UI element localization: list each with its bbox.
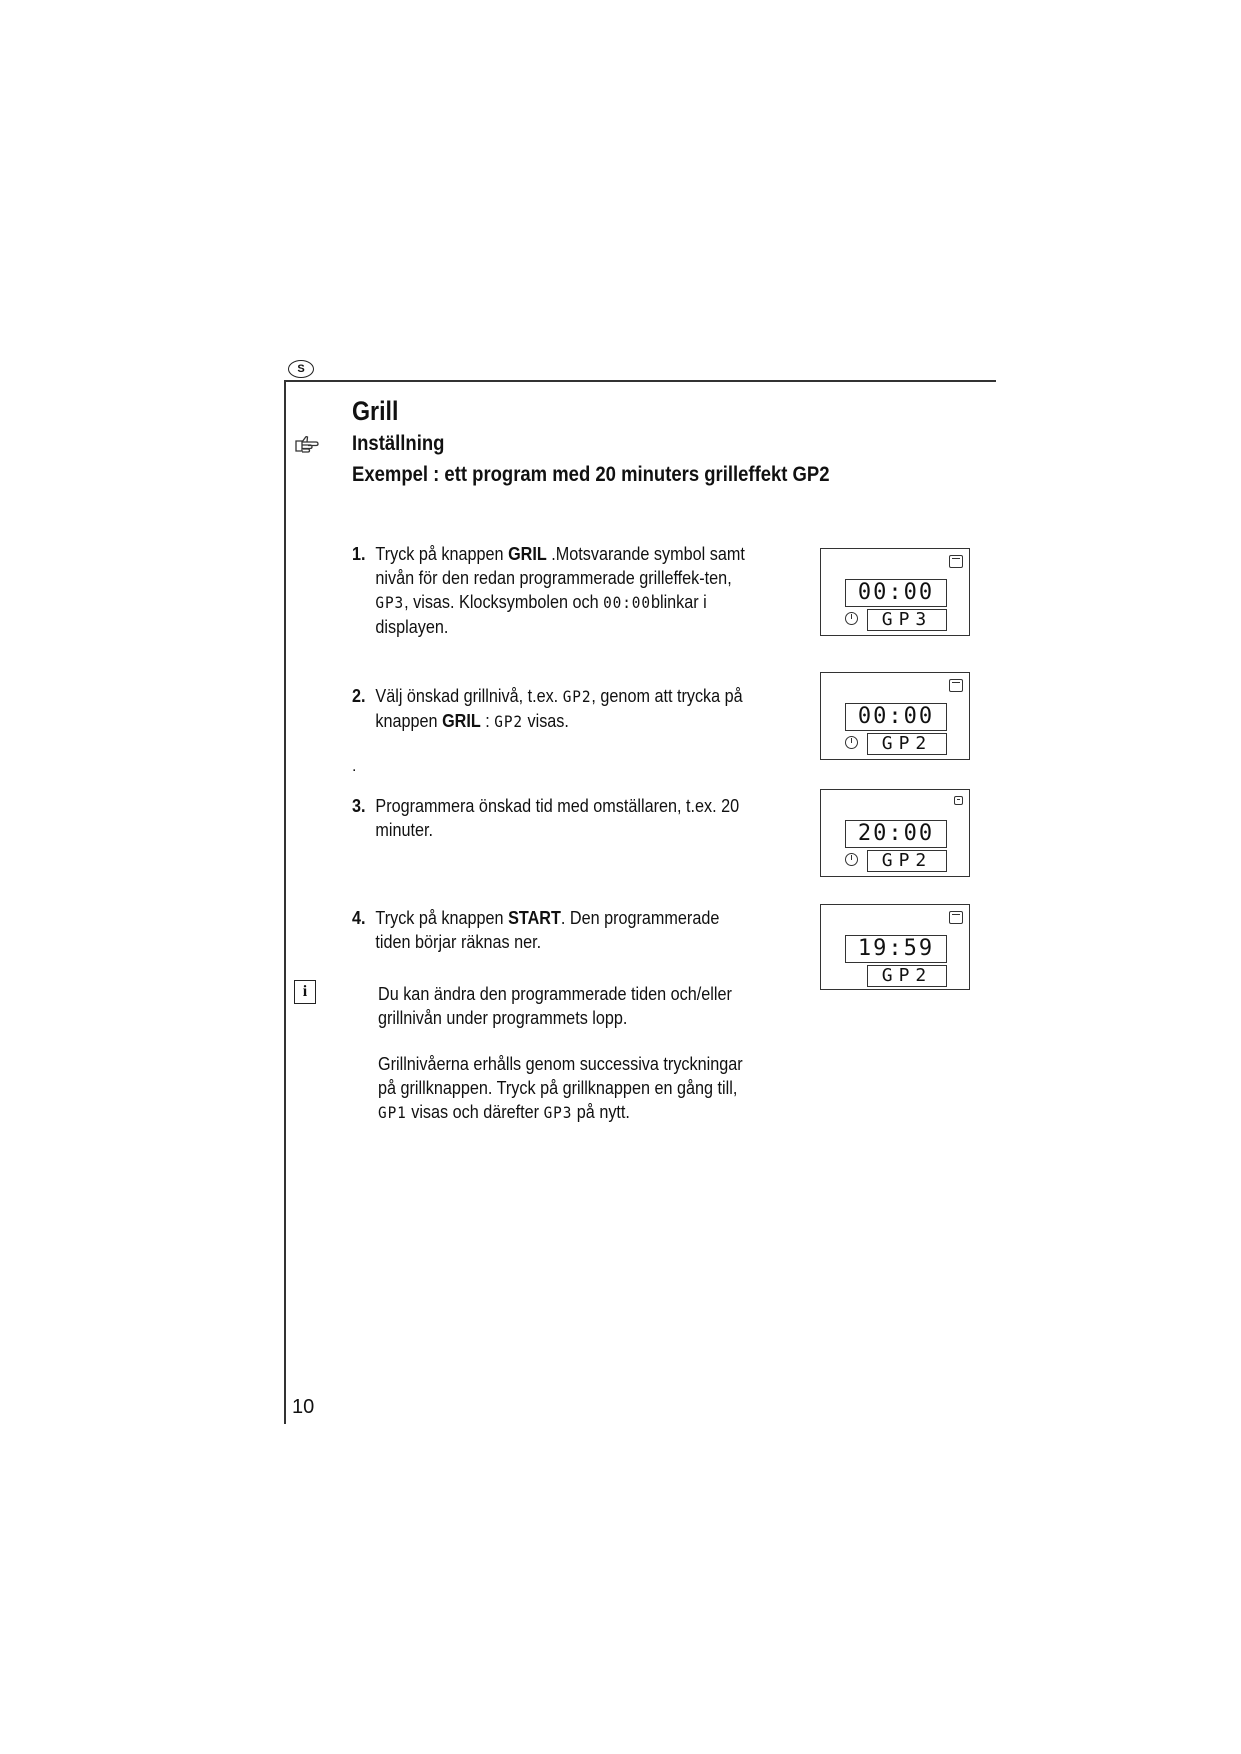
segment-code: GP3 <box>543 1103 573 1122</box>
info-icon: i <box>294 980 316 1004</box>
left-margin-rule <box>284 380 286 1424</box>
step-2 <box>352 684 748 734</box>
segment-code: GP2 <box>562 687 592 706</box>
gril-key-label: GRIL <box>442 711 481 731</box>
segment-code: 00:00 <box>603 593 651 612</box>
clock-icon <box>845 853 858 866</box>
clock-icon <box>845 612 858 625</box>
oven-icon <box>949 911 963 924</box>
oven-icon <box>949 555 963 568</box>
step-number: 1. <box>352 544 366 564</box>
stray-dot: . <box>352 758 357 775</box>
step-number: 2. <box>352 686 366 706</box>
step-text: Programmera önskad tid med omställaren, t.ex. 20 minuter. <box>375 796 740 840</box>
pointing-hand-icon <box>294 432 320 454</box>
display-program: GP2 <box>867 850 947 872</box>
display-time: 00:00 <box>845 703 947 731</box>
info-note: Du kan ändra den programmerade tiden och/eller grillnivån under programmets lopp. <box>378 984 732 1028</box>
step-text: Tryck på knappen START. Den programmerade tiden börjar räknas ner. <box>375 908 720 952</box>
display-panel-3 <box>820 789 970 877</box>
step-3 <box>352 794 748 842</box>
display-program: GP2 <box>867 733 947 755</box>
display-panel-2 <box>820 672 970 760</box>
step-1 <box>352 542 748 639</box>
language-badge: S <box>288 360 314 378</box>
step-text: Välj önskad grillnivå, t.ex. GP2, genom att trycka på knappen GRIL : GP2 visas. <box>375 686 743 731</box>
step-text: Tryck på knappen GRIL .Motsvarande symbol samt nivån för den redan programmerade grilleffek-ten, GP3, visas. Klocksymbolen och 00:00blinkar i displayen. <box>375 544 745 637</box>
display-time: 00:00 <box>845 579 947 607</box>
example-heading: Exempel : ett program med 20 minuters grilleffekt GP2 <box>352 463 830 486</box>
clock-icon <box>845 736 858 749</box>
display-program: GP2 <box>867 965 947 987</box>
display-panel-1 <box>820 548 970 636</box>
segment-code: GP3 <box>375 593 405 612</box>
section-heading: Inställning <box>352 432 445 455</box>
gril-key-label: GRIL <box>508 544 547 564</box>
display-panel-4 <box>820 904 970 990</box>
display-program: GP3 <box>867 609 947 631</box>
step-4 <box>352 906 748 954</box>
display-time: 19:59 <box>845 935 947 963</box>
step-number: 4. <box>352 908 366 928</box>
start-key-label: START <box>508 908 561 928</box>
oven-icon <box>954 796 963 805</box>
page-number: 10 <box>292 1396 315 1418</box>
levels-note: Grillnivåerna erhålls genom successiva tryckningar på grillknappen. Tryck på grillknappen en gång till, GP1 visas och därefter GP3 på nytt. <box>378 1054 743 1122</box>
segment-code: GP1 <box>378 1103 407 1122</box>
oven-icon <box>949 679 963 692</box>
segment-code: GP2 <box>494 712 523 731</box>
step-number: 3. <box>352 796 366 816</box>
top-divider <box>284 380 996 382</box>
display-time: 20:00 <box>845 820 947 848</box>
page-title: Grill <box>352 396 399 426</box>
